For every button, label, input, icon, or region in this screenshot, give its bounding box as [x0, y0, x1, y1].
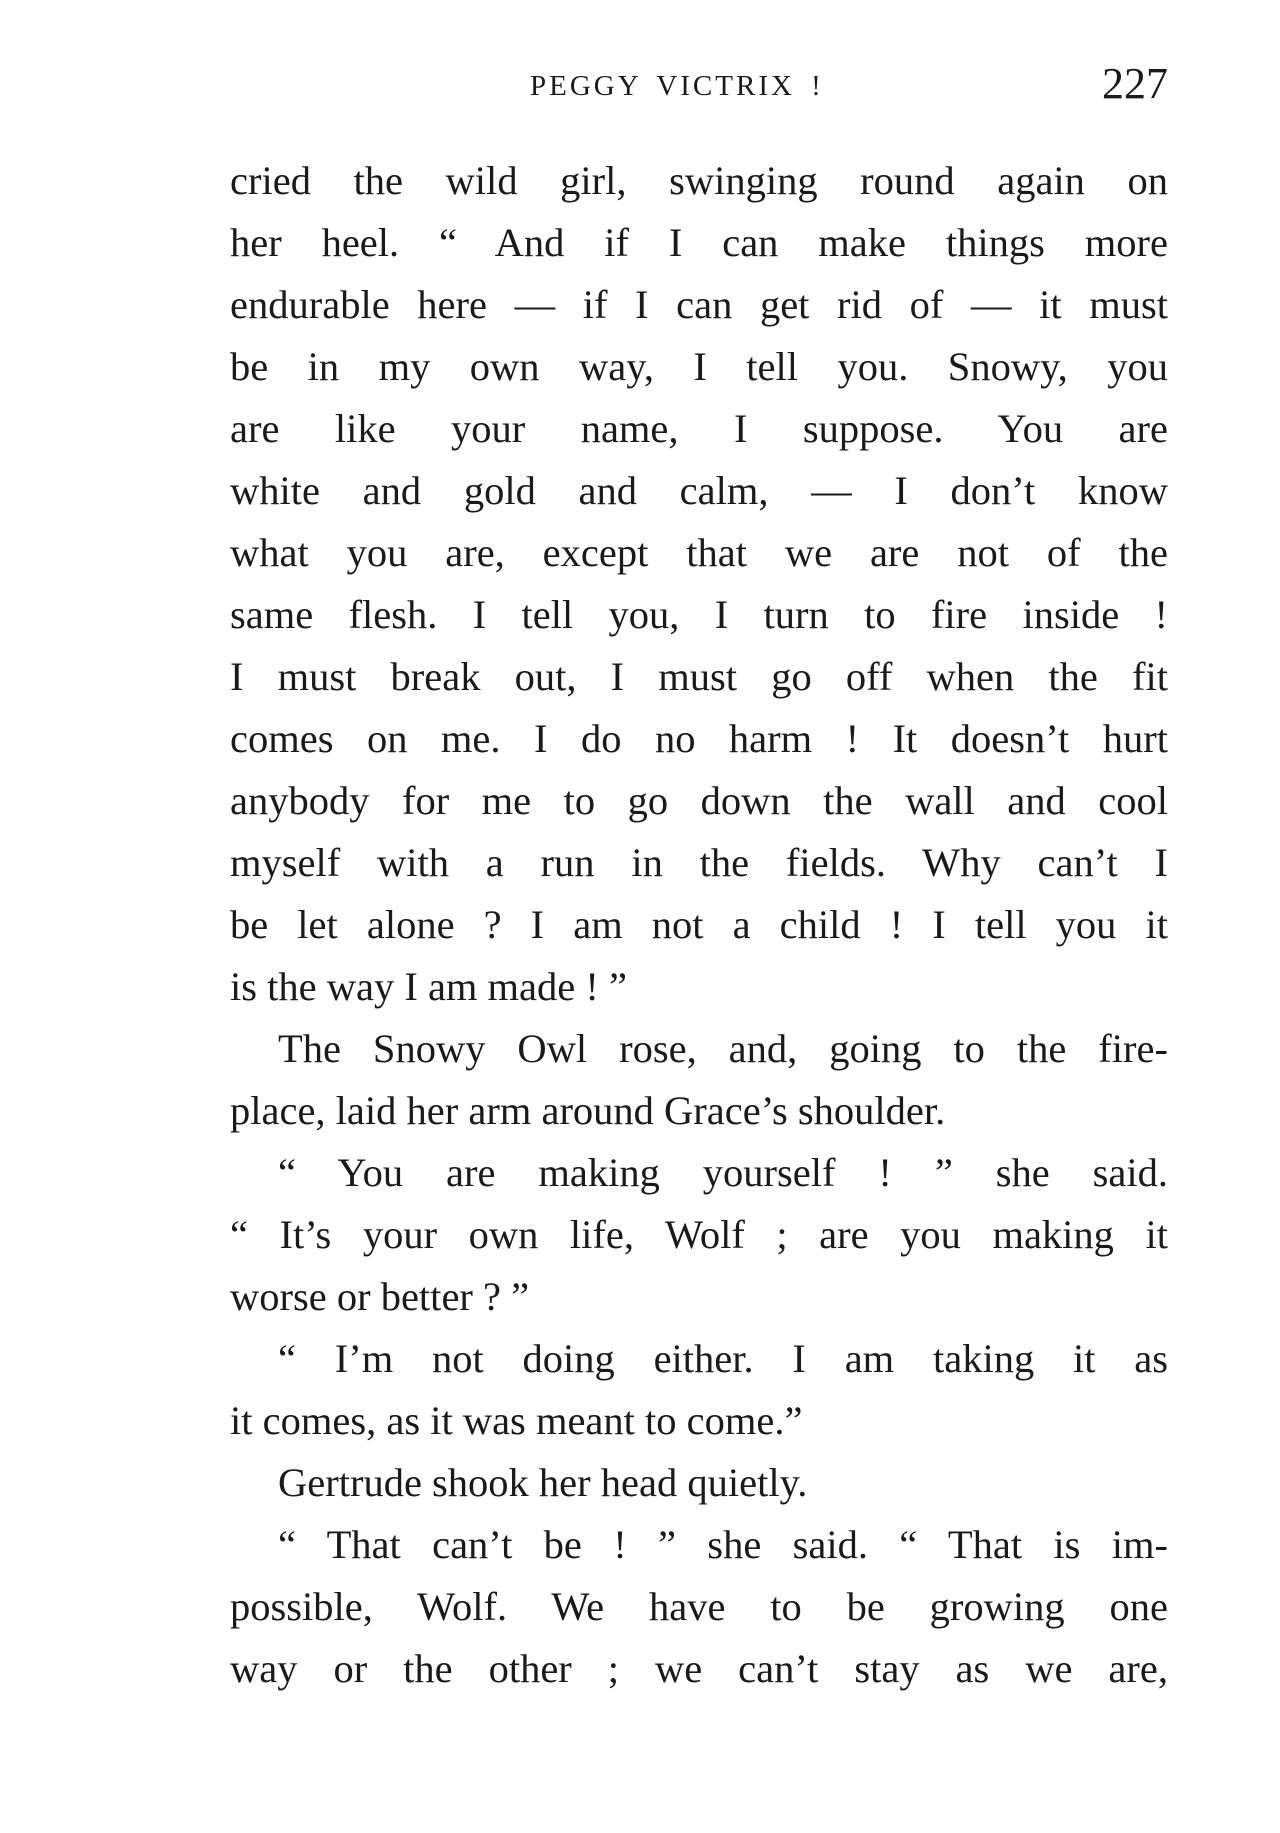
text-line: I must break out, I must go off when the fit: [230, 654, 1168, 699]
text-line: comes on me. I do no harm ! It doesn’t hurt: [230, 716, 1168, 761]
text-line: “ That can’t be ! ” she said. “ That is im-: [278, 1522, 1168, 1567]
text-line: worse or better ? ”: [230, 1274, 530, 1319]
text-line: what you are, except that we are not of the: [230, 530, 1168, 575]
text-line: anybody for me to go down the wall and cool: [230, 778, 1168, 823]
text-line: “ It’s your own life, Wolf ; are you making it: [230, 1212, 1168, 1257]
text-line: be let alone ? I am not a child ! I tell you it: [230, 902, 1168, 947]
text-line: place, laid her arm around Grace’s shoulder.: [230, 1088, 946, 1133]
body-text: [230, 150, 1168, 1700]
text-line: myself with a run in the fields. Why can’t I: [230, 840, 1168, 885]
text-line: it comes, as it was meant to come.”: [230, 1398, 803, 1443]
text-line: endurable here — if I can get rid of — it must: [230, 282, 1168, 327]
text-line: be in my own way, I tell you. Snowy, you: [230, 344, 1168, 389]
running-head: [230, 58, 1168, 118]
text-line: “ I’m not doing either. I am taking it as: [278, 1336, 1168, 1381]
text-line: The Snowy Owl rose, and, going to the fire-: [278, 1026, 1168, 1071]
text-line: cried the wild girl, swinging round again on: [230, 158, 1168, 203]
page-number: 227: [1102, 59, 1168, 108]
text-line: white and gold and calm, — I don’t know: [230, 468, 1168, 513]
text-line: Gertrude shook her head quietly.: [278, 1460, 808, 1505]
text-line: way or the other ; we can’t stay as we are,: [230, 1646, 1168, 1691]
text-line: same flesh. I tell you, I turn to fire inside !: [230, 592, 1168, 637]
text-line: is the way I am made ! ”: [230, 964, 627, 1009]
text-line: are like your name, I suppose. You are: [230, 406, 1168, 451]
text-line: “ You are making yourself ! ” she said.: [278, 1150, 1168, 1195]
text-line: her heel. “ And if I can make things more: [230, 220, 1168, 265]
running-title: PEGGY VICTRIX !: [530, 70, 824, 102]
text-line: possible, Wolf. We have to be growing one: [230, 1584, 1168, 1629]
